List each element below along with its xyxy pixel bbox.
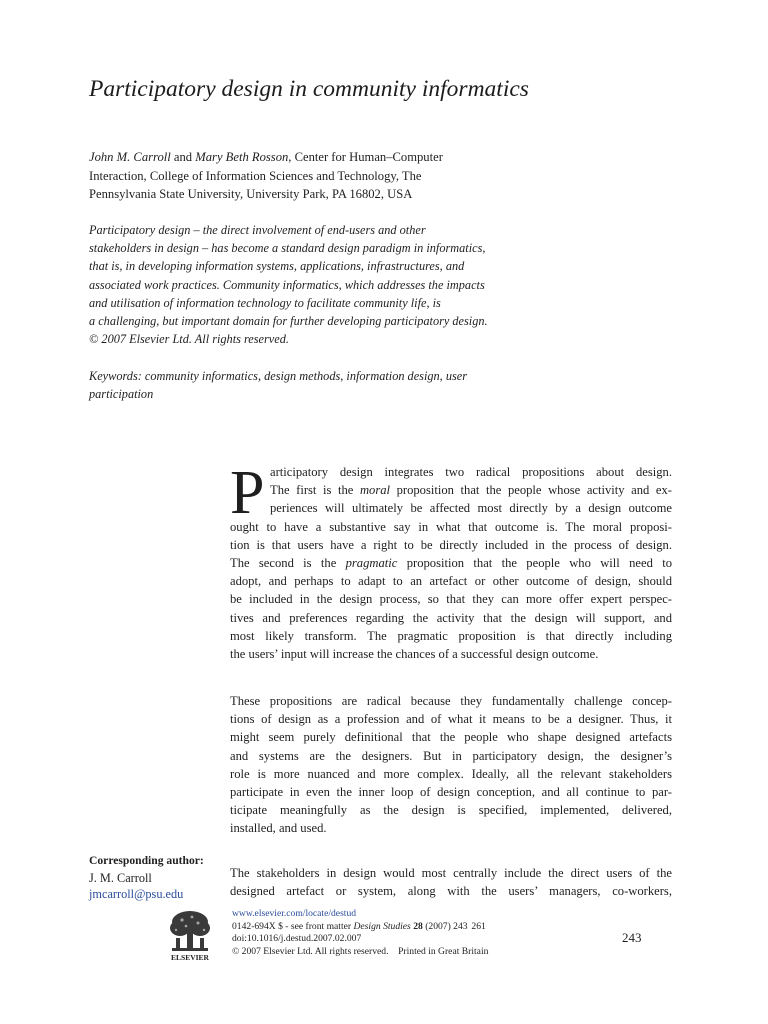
body-line: most likely transform. The pragmatic proposition is that directly including	[230, 628, 672, 643]
publisher-wordmark: ELSEVIER	[171, 953, 209, 962]
body-line: The stakeholders in design would most centrally include the direct users of the	[230, 866, 672, 880]
body-line: designed artefact or system, along with the users’ managers, co-workers,	[230, 884, 672, 899]
author-block	[89, 148, 569, 204]
article-title: Participatory design in community informatics	[89, 76, 529, 102]
issn-line	[232, 921, 652, 934]
affiliation-line-2: Interaction, College of Information Sciences and Technology, The	[89, 168, 422, 183]
body-line: These propositions are radical because they fundamentally challenge concep-	[230, 694, 672, 708]
page-number: 243	[622, 930, 642, 945]
abstract	[89, 221, 549, 348]
body-line: role is more nuanced and more complex. Ideally, all the relevant stakeholders	[230, 766, 672, 781]
keywords	[89, 367, 549, 403]
corresponding-email-link[interactable]: jmcarroll@psu.edu	[89, 887, 184, 901]
journal-name: Design Studies	[353, 920, 411, 932]
emphasis-moral: moral	[359, 483, 391, 498]
body-line: tion is that users have a right to be directly included in the process of design.	[230, 537, 672, 552]
body-line	[230, 481, 672, 499]
affiliation-line-1: , Center for Human–Computer	[288, 150, 443, 164]
elsevier-tree-icon	[162, 908, 218, 964]
copyright-line: © 2007 Elsevier Ltd. All rights reserved.	[89, 332, 289, 347]
emphasis-pragmatic: pragmatic	[345, 556, 398, 571]
body-paragraph-2	[230, 692, 672, 838]
author-conjunction: and	[173, 150, 193, 164]
body-text: The first is the	[270, 483, 360, 498]
body-line: the users’ input will increase the chances of a successful design outcome.	[230, 647, 599, 662]
body-line: tions of design as a profession and of what it means to be a designer. Thus, it	[230, 712, 672, 727]
body-text: proposition that the people whose activity and ex-	[390, 483, 672, 498]
abstract-line: associated work practices. Community informatics, which addresses the impacts	[89, 277, 485, 292]
body-paragraph-1	[230, 459, 672, 663]
issn-text: 0142-694X $ - see front matter	[232, 920, 354, 932]
body-line: tives and preferences regarding the activity that the design will support, and	[230, 610, 672, 625]
body-line: be included in the design process, so that they can more offer expert perspec-	[230, 592, 672, 607]
corresponding-name: J. M. Carroll	[89, 870, 152, 885]
affiliation-line-3: Pennsylvania State University, University Park, PA 16802, USA	[89, 187, 413, 201]
journal-url-link[interactable]: www.elsevier.com/locate/destud	[232, 908, 357, 919]
corresponding-author	[89, 853, 229, 903]
body-paragraph-3	[230, 864, 672, 900]
author-name-2: Mary Beth Rosson	[195, 150, 289, 164]
body-line: periences will ultimately be affected most directly by a design outcome	[270, 501, 672, 516]
footer-info	[232, 908, 652, 958]
keywords-line: participation	[89, 387, 154, 402]
body-line: and systems are the designers. But in participatory design, the designer’s	[230, 748, 672, 763]
body-line: adopt, and perhaps to adapt to an artefact or other outcome of design, should	[230, 574, 672, 589]
keywords-line: Keywords: community informatics, design methods, information design, user	[89, 369, 467, 383]
abstract-line: that is, in developing information systems, applications, infrastructures, and	[89, 259, 465, 274]
body-line: participate in even the inner loop of design conception, and all continue to par-	[230, 785, 672, 800]
journal-volume: 28	[413, 920, 423, 932]
abstract-line: and utilisation of information technology to facilitate community life, is	[89, 295, 441, 310]
abstract-line: stakeholders in design – has become a standard design paradigm in informatics,	[89, 241, 486, 256]
author-name-1: John M. Carroll	[89, 150, 171, 164]
footer-copyright: © 2007 Elsevier Ltd. All rights reserved. Printed in Great Britain	[232, 945, 489, 957]
journal-pages: (2007) 243 261	[425, 920, 486, 932]
body-line: installed, and used.	[230, 821, 327, 836]
body-text: proposition that the people who will need to	[397, 556, 672, 571]
abstract-line: a challenging, but important domain for further developing participatory design.	[89, 314, 488, 329]
body-line	[230, 554, 672, 572]
body-text: The second is the	[230, 556, 346, 571]
body-line: articipatory design integrates two radical propositions about design.	[270, 465, 672, 479]
corresponding-label: Corresponding author:	[89, 854, 204, 867]
body-line: might seem purely definitional that the people who shape designed artefacts	[230, 730, 672, 745]
abstract-line: Participatory design – the direct involvement of end-users and other	[89, 223, 426, 237]
body-line: ought to have a substantive say in what that outcome is. The moral proposi-	[230, 519, 672, 534]
doi-line: doi:10.1016/j.destud.2007.02.007	[232, 933, 362, 945]
drop-cap: P	[230, 459, 265, 527]
body-line: ticipate meaningfully as the design is specified, implemented, delivered,	[230, 803, 672, 818]
